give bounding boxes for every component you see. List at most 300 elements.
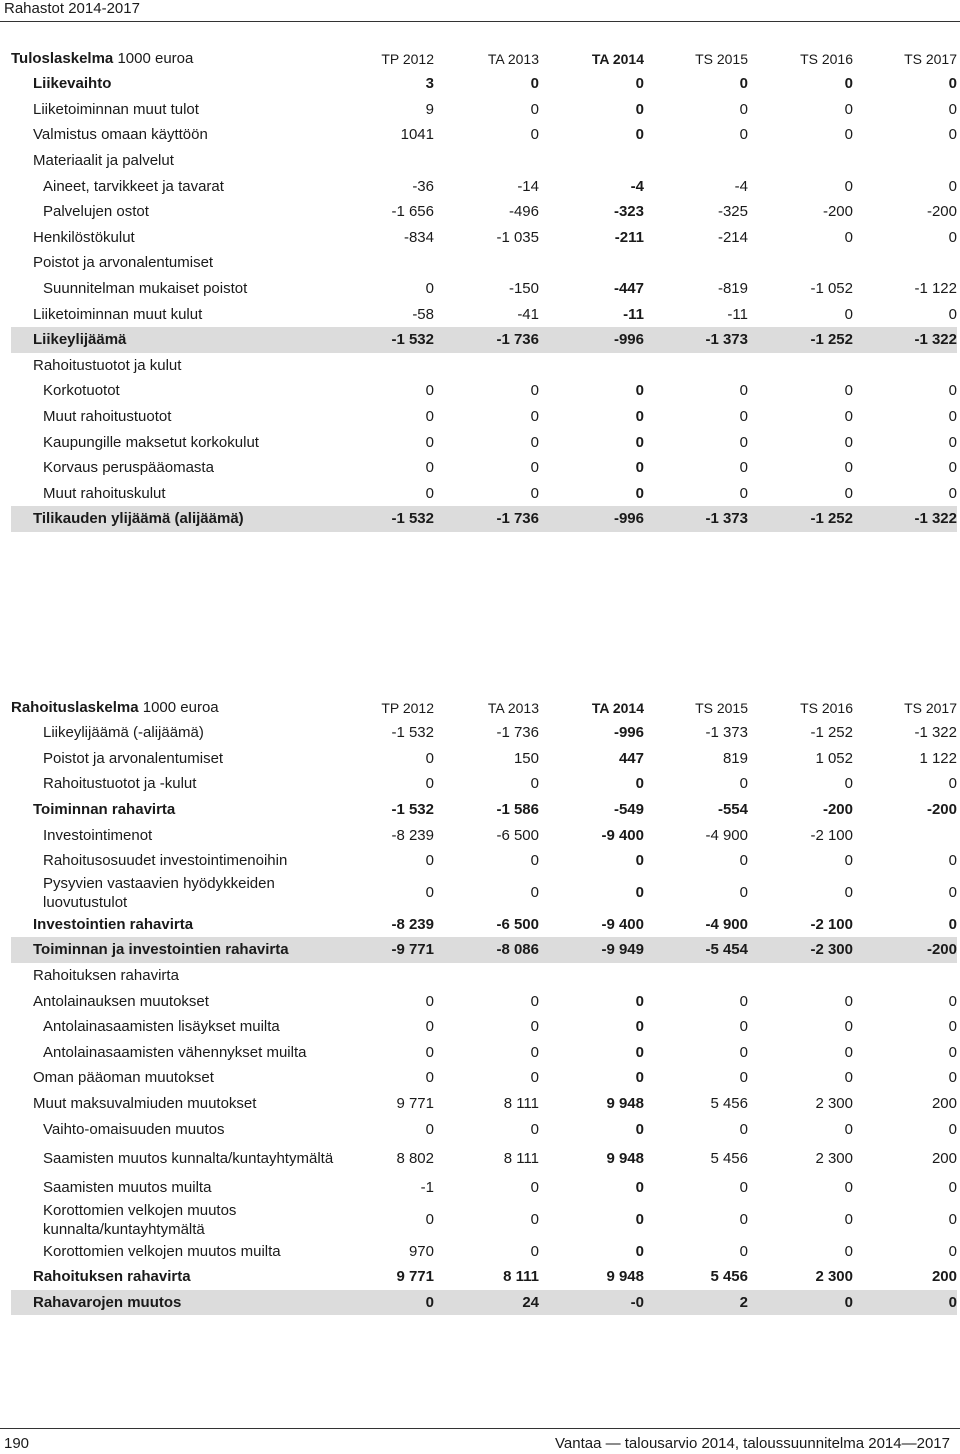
- cell-value: 0: [739, 382, 748, 400]
- cell-value: -5 454: [644, 937, 748, 963]
- cell-value: -211: [614, 228, 644, 246]
- cash-flow-header-row: [11, 695, 957, 720]
- column-header: TS 2015: [695, 50, 748, 67]
- cash-flow-row: [11, 1091, 957, 1117]
- cell-value: 0: [635, 1211, 644, 1228]
- cell-value: 0: [530, 1043, 539, 1061]
- cell-value: 2 300: [815, 1149, 853, 1167]
- cell-value: -58: [412, 305, 434, 323]
- cell-value: -1 532: [342, 506, 434, 532]
- row-label: Investointien rahavirta: [33, 915, 194, 933]
- cell-value: 0: [530, 126, 539, 144]
- cell-value: 0: [530, 1069, 539, 1087]
- row-label: Liikeylijäämä (-alijäämä): [43, 724, 204, 742]
- column-header: TS 2017: [904, 50, 957, 67]
- cash-flow-row: [11, 874, 957, 912]
- cell-value: 0: [948, 1242, 957, 1260]
- cell-value: 0: [739, 100, 748, 118]
- cash-flow-row: [11, 912, 957, 938]
- cell-value: 0: [739, 408, 748, 426]
- row-label: Rahoituksen rahavirta: [33, 1268, 191, 1286]
- cell-value: 0: [739, 884, 748, 902]
- cash-flow-row: [11, 1142, 957, 1175]
- cell-value: 0: [844, 126, 853, 144]
- cash-flow-row: [11, 1116, 957, 1142]
- column-header: TS 2016: [800, 50, 853, 67]
- cell-value: 0: [844, 382, 853, 400]
- cell-value: 0: [739, 852, 748, 870]
- cell-value: 0: [342, 1290, 434, 1316]
- row-label: Materiaalit ja palvelut: [33, 152, 174, 170]
- header-divider: [0, 21, 960, 22]
- row-label: Henkilöstökulut: [33, 228, 135, 246]
- cell-value: 0: [635, 775, 644, 793]
- cell-value: -1 736: [434, 327, 539, 353]
- row-label: Investointimenot: [43, 826, 153, 844]
- cell-value: 9 948: [606, 1095, 644, 1113]
- cash-flow-body: [11, 720, 957, 1315]
- cell-value: -1 122: [914, 280, 957, 298]
- income-statement-row: [11, 301, 957, 327]
- cell-value: -6 500: [496, 826, 539, 844]
- income-statement-header-row: [11, 46, 957, 71]
- cell-value: 0: [948, 1043, 957, 1061]
- income-statement-row: [11, 506, 957, 532]
- column-header: TA 2013: [487, 699, 539, 716]
- cell-value: -819: [717, 280, 748, 298]
- row-label: Antolainauksen muutokset: [33, 992, 209, 1010]
- row-label: Pysyvien vastaavien hyödykkeiden luovutustulot: [43, 874, 275, 911]
- cell-value: 0: [425, 484, 434, 502]
- column-header: TP 2012: [381, 699, 434, 716]
- cell-value: 0: [739, 1242, 748, 1260]
- cell-value: -1 373: [644, 506, 748, 532]
- cell-value: -1 656: [391, 203, 434, 221]
- row-label: Muut rahoituskulut: [43, 484, 166, 502]
- cell-value: 5 456: [710, 1149, 748, 1167]
- cash-flow-row: [11, 1290, 957, 1316]
- cell-value: 24: [434, 1290, 539, 1316]
- cell-value: [539, 250, 644, 276]
- cash-flow-row: [11, 771, 957, 797]
- cell-value: -447: [613, 280, 644, 298]
- cell-value: -1 736: [496, 724, 539, 742]
- cash-flow-row: [11, 797, 957, 823]
- cell-value: 0: [844, 1179, 853, 1197]
- income-statement-title-main: Tuloslaskelma: [11, 50, 114, 67]
- row-label: Suunnitelman mukaiset poistot: [43, 280, 248, 298]
- cell-value: -4: [630, 177, 644, 195]
- row-label: Liikeylijäämä: [11, 327, 342, 353]
- cell-value: 5 456: [710, 1095, 748, 1113]
- cell-value: [853, 250, 957, 276]
- cell-value: -4 900: [705, 826, 748, 844]
- cash-flow-title-main: Rahoituslaskelma: [11, 699, 139, 716]
- income-statement-row: [11, 225, 957, 251]
- cell-value: 0: [844, 1018, 853, 1036]
- income-statement-body: [11, 71, 957, 532]
- cell-value: 0: [948, 382, 957, 400]
- cell-value: -1: [420, 1179, 434, 1197]
- cell-value: 1041: [400, 126, 434, 144]
- cash-flow-row: [11, 1175, 957, 1201]
- cell-value: 0: [844, 228, 853, 246]
- cell-value: [748, 250, 853, 276]
- cell-value: -1 252: [810, 724, 853, 742]
- cell-value: 0: [948, 775, 957, 793]
- cell-value: 0: [948, 126, 957, 144]
- cell-value: 0: [948, 177, 957, 195]
- cell-value: 0: [530, 100, 539, 118]
- cell-value: 0: [635, 1242, 644, 1260]
- income-statement-row: [11, 327, 957, 353]
- cell-value: 0: [530, 408, 539, 426]
- cell-value: 0: [635, 75, 644, 93]
- cell-value: 0: [844, 992, 853, 1010]
- cell-value: 0: [844, 305, 853, 323]
- cell-value: 200: [931, 1095, 957, 1113]
- cell-value: 0: [425, 280, 434, 298]
- cell-value: 0: [948, 1179, 957, 1197]
- cell-value: 8 111: [503, 1095, 539, 1113]
- cell-value: -996: [613, 724, 644, 742]
- row-label: Tilikauden ylijäämä (alijäämä): [11, 506, 342, 532]
- cell-value: -214: [717, 228, 748, 246]
- cell-value: 0: [844, 1242, 853, 1260]
- cell-value: 0: [635, 852, 644, 870]
- row-label: Toiminnan ja investointien rahavirta: [11, 937, 342, 963]
- cash-flow-row: [11, 1040, 957, 1066]
- cell-value: 0: [635, 992, 644, 1010]
- cell-value: 0: [739, 484, 748, 502]
- column-header: TS 2015: [695, 699, 748, 716]
- cell-value: -11: [727, 305, 748, 323]
- income-statement-table: [11, 46, 957, 532]
- cell-value: [434, 148, 539, 174]
- income-statement-row: [11, 455, 957, 481]
- income-statement-row: [11, 148, 957, 174]
- cell-value: 0: [948, 228, 957, 246]
- cell-value: [853, 963, 957, 989]
- cell-value: [434, 250, 539, 276]
- cash-flow-title: [11, 695, 342, 720]
- cell-value: -2 100: [810, 915, 853, 933]
- cell-value: 3: [425, 75, 434, 93]
- cell-value: 0: [844, 884, 853, 902]
- cell-value: 2 300: [815, 1095, 853, 1113]
- cell-value: 0: [948, 1018, 957, 1036]
- cell-value: 0: [530, 75, 539, 93]
- cell-value: 0: [844, 1120, 853, 1138]
- income-statement-row: [11, 404, 957, 430]
- cell-value: [644, 353, 748, 379]
- cell-value: 0: [739, 1179, 748, 1197]
- cell-value: [342, 353, 434, 379]
- cell-value: -1 052: [810, 280, 853, 298]
- income-statement-row: [11, 97, 957, 123]
- cell-value: 0: [425, 408, 434, 426]
- cell-value: -1 532: [391, 724, 434, 742]
- cell-value: 0: [739, 459, 748, 477]
- income-statement-title-unit: 1000 euroa: [113, 50, 194, 67]
- cell-value: -1 035: [496, 228, 539, 246]
- column-header: TS 2016: [800, 699, 853, 716]
- cell-value: 0: [635, 100, 644, 118]
- cell-value: 0: [425, 433, 434, 451]
- cash-flow-row: [11, 1065, 957, 1091]
- income-statement-row: [11, 122, 957, 148]
- cell-value: 0: [425, 1018, 434, 1036]
- cash-flow-row: [11, 1239, 957, 1265]
- cell-value: 9 948: [606, 1268, 644, 1286]
- cell-value: 0: [425, 1069, 434, 1087]
- row-label: Poistot ja arvonalentumiset: [33, 254, 214, 272]
- row-label: Vaihto-omaisuuden muutos: [43, 1120, 225, 1138]
- cell-value: 0: [748, 1290, 853, 1316]
- cell-value: -11: [623, 305, 644, 323]
- cell-value: 0: [948, 884, 957, 902]
- cell-value: -4 900: [705, 915, 748, 933]
- row-label: Rahoituksen rahavirta: [33, 967, 179, 985]
- cell-value: 0: [844, 484, 853, 502]
- cash-flow-row: [11, 822, 957, 848]
- income-statement-row: [11, 250, 957, 276]
- income-statement-row: [11, 71, 957, 97]
- cell-value: 8 111: [503, 1268, 539, 1286]
- row-label: Valmistus omaan käyttöön: [33, 126, 208, 144]
- income-statement-row: [11, 429, 957, 455]
- row-label: Aineet, tarvikkeet ja tavarat: [43, 177, 224, 195]
- cell-value: -1 532: [342, 327, 434, 353]
- cell-value: 0: [739, 1043, 748, 1061]
- cell-value: 9: [425, 100, 434, 118]
- cell-value: 0: [425, 884, 434, 902]
- cell-value: 0: [530, 484, 539, 502]
- row-label: Rahoitustuotot ja -kulut: [43, 775, 197, 793]
- cell-value: -14: [517, 177, 539, 195]
- cell-value: -9 949: [539, 937, 644, 963]
- column-header: TS 2017: [904, 699, 957, 716]
- row-label: Antolainasaamisten lisäykset muilta: [43, 1018, 280, 1036]
- row-label: Rahoitustuotot ja kulut: [33, 356, 182, 374]
- cell-value: -41: [517, 305, 539, 323]
- cell-value: 0: [530, 433, 539, 451]
- row-label: Korottomien velkojen muutos kunnalta/kuntayhtymältä: [43, 1201, 237, 1238]
- cell-value: 0: [739, 433, 748, 451]
- cell-value: 0: [530, 884, 539, 902]
- cell-value: [434, 353, 539, 379]
- cell-value: 1 122: [919, 749, 957, 767]
- footer-document-title: Vantaa — talousarvio 2014, taloussuunnitelma 2014—2017: [555, 1435, 950, 1452]
- cell-value: 0: [530, 1211, 539, 1228]
- column-header: TA 2014: [591, 699, 644, 716]
- cell-value: 0: [739, 1069, 748, 1087]
- cell-value: -36: [412, 177, 434, 195]
- column-header: TA 2013: [487, 50, 539, 67]
- footer-divider: [0, 1428, 960, 1429]
- cell-value: 0: [635, 126, 644, 144]
- cell-value: -323: [613, 203, 644, 221]
- row-label: Korvaus peruspääomasta: [43, 459, 214, 477]
- row-label: Muut maksuvalmiuden muutokset: [33, 1095, 257, 1113]
- cell-value: -8 086: [434, 937, 539, 963]
- cell-value: 9 771: [396, 1268, 434, 1286]
- cell-value: -1 736: [434, 506, 539, 532]
- cell-value: 9 948: [606, 1149, 644, 1167]
- cell-value: -9 400: [601, 826, 644, 844]
- cell-value: [539, 148, 644, 174]
- cell-value: 0: [948, 100, 957, 118]
- cell-value: [853, 822, 957, 848]
- row-label: Liikevaihto: [33, 75, 112, 93]
- cell-value: 0: [739, 75, 748, 93]
- cell-value: 0: [425, 1120, 434, 1138]
- cell-value: 0: [948, 433, 957, 451]
- income-statement-row: [11, 481, 957, 507]
- cell-value: -1 252: [748, 327, 853, 353]
- cell-value: 0: [948, 915, 957, 933]
- cell-value: -834: [403, 228, 434, 246]
- cell-value: -1 322: [914, 724, 957, 742]
- cell-value: -1 252: [748, 506, 853, 532]
- cash-flow-row: [11, 1014, 957, 1040]
- cell-value: 0: [530, 852, 539, 870]
- cell-value: [644, 148, 748, 174]
- income-statement-row: [11, 199, 957, 225]
- cell-value: 0: [425, 852, 434, 870]
- cell-value: -2 100: [810, 826, 853, 844]
- cash-flow-row: [11, 746, 957, 772]
- cell-value: 0: [425, 749, 434, 767]
- cell-value: 0: [739, 775, 748, 793]
- cell-value: 0: [844, 459, 853, 477]
- cell-value: 970: [408, 1242, 434, 1260]
- cell-value: 0: [948, 459, 957, 477]
- cell-value: -200: [822, 801, 853, 819]
- cell-value: -1 322: [853, 506, 957, 532]
- cell-value: 0: [530, 459, 539, 477]
- cell-value: -496: [508, 203, 539, 221]
- cash-flow-row: [11, 937, 957, 963]
- cell-value: [748, 148, 853, 174]
- cell-value: 0: [635, 408, 644, 426]
- row-label: Rahavarojen muutos: [11, 1290, 342, 1316]
- cell-value: 0: [530, 1120, 539, 1138]
- cell-value: -150: [508, 280, 539, 298]
- running-header-title: Rahastot 2014-2017: [4, 0, 140, 17]
- cell-value: [644, 250, 748, 276]
- row-label: Poistot ja arvonalentumiset: [43, 749, 224, 767]
- cell-value: 0: [635, 484, 644, 502]
- row-label: Saamisten muutos kunnalta/kuntayhtymältä: [43, 1149, 334, 1167]
- cell-value: 0: [844, 775, 853, 793]
- cell-value: 1 052: [815, 749, 853, 767]
- row-label: Korkotuotot: [43, 382, 120, 400]
- cell-value: 0: [739, 992, 748, 1010]
- cell-value: [748, 963, 853, 989]
- cell-value: -9 771: [342, 937, 434, 963]
- cell-value: 0: [530, 1018, 539, 1036]
- cell-value: 0: [635, 1120, 644, 1138]
- cell-value: 0: [425, 1211, 434, 1228]
- cell-value: 0: [425, 1043, 434, 1061]
- cell-value: [342, 250, 434, 276]
- cell-value: 0: [948, 1120, 957, 1138]
- cell-value: 0: [948, 408, 957, 426]
- cell-value: 0: [635, 884, 644, 902]
- cell-value: -1 586: [496, 801, 539, 819]
- cell-value: 200: [931, 1149, 957, 1167]
- cash-flow-row: [11, 988, 957, 1014]
- cell-value: 0: [425, 459, 434, 477]
- cell-value: -6 500: [496, 915, 539, 933]
- cell-value: [853, 353, 957, 379]
- cell-value: -8 239: [391, 826, 434, 844]
- cell-value: 0: [739, 1120, 748, 1138]
- row-label: Toiminnan rahavirta: [33, 801, 176, 819]
- cell-value: 0: [530, 1242, 539, 1260]
- column-header: TA 2014: [591, 50, 644, 67]
- row-label: Palvelujen ostot: [43, 203, 149, 221]
- cell-value: 0: [635, 382, 644, 400]
- cell-value: 0: [948, 484, 957, 502]
- cell-value: -325: [717, 203, 748, 221]
- cell-value: -1 532: [391, 801, 434, 819]
- cell-value: [342, 148, 434, 174]
- cash-flow-table: [11, 695, 957, 1315]
- cell-value: 0: [844, 408, 853, 426]
- cell-value: -200: [926, 801, 957, 819]
- cell-value: 0: [530, 775, 539, 793]
- cell-value: 0: [948, 1211, 957, 1228]
- cell-value: 2: [644, 1290, 748, 1316]
- income-statement-row: [11, 173, 957, 199]
- cell-value: -2 300: [748, 937, 853, 963]
- column-header: TP 2012: [381, 50, 434, 67]
- cell-value: 0: [844, 100, 853, 118]
- cell-value: -0: [539, 1290, 644, 1316]
- cell-value: 9 771: [396, 1095, 434, 1113]
- cell-value: 0: [530, 992, 539, 1010]
- cell-value: -200: [926, 203, 957, 221]
- cell-value: 0: [739, 1211, 748, 1228]
- income-statement-row: [11, 378, 957, 404]
- cell-value: 5 456: [710, 1268, 748, 1286]
- cell-value: 0: [425, 992, 434, 1010]
- cell-value: 0: [425, 382, 434, 400]
- cell-value: 0: [948, 75, 957, 93]
- cell-value: 2 300: [815, 1268, 853, 1286]
- cell-value: 0: [635, 1179, 644, 1197]
- cell-value: 0: [844, 1211, 853, 1228]
- income-statement-title: [11, 46, 342, 71]
- row-label: Saamisten muutos muilta: [43, 1179, 212, 1197]
- cell-value: 0: [948, 992, 957, 1010]
- row-label: Kaupungille maksetut korkokulut: [43, 433, 259, 451]
- cell-value: 0: [844, 433, 853, 451]
- cash-flow-row: [11, 1201, 957, 1239]
- cash-flow-row: [11, 848, 957, 874]
- cell-value: 0: [635, 1018, 644, 1036]
- cell-value: 0: [948, 1069, 957, 1087]
- cell-value: [644, 963, 748, 989]
- cell-value: 0: [530, 382, 539, 400]
- cash-flow-row: [11, 963, 957, 989]
- cell-value: -1 373: [705, 724, 748, 742]
- row-label: Muut rahoitustuotot: [43, 408, 172, 426]
- cell-value: -996: [539, 506, 644, 532]
- cell-value: [748, 353, 853, 379]
